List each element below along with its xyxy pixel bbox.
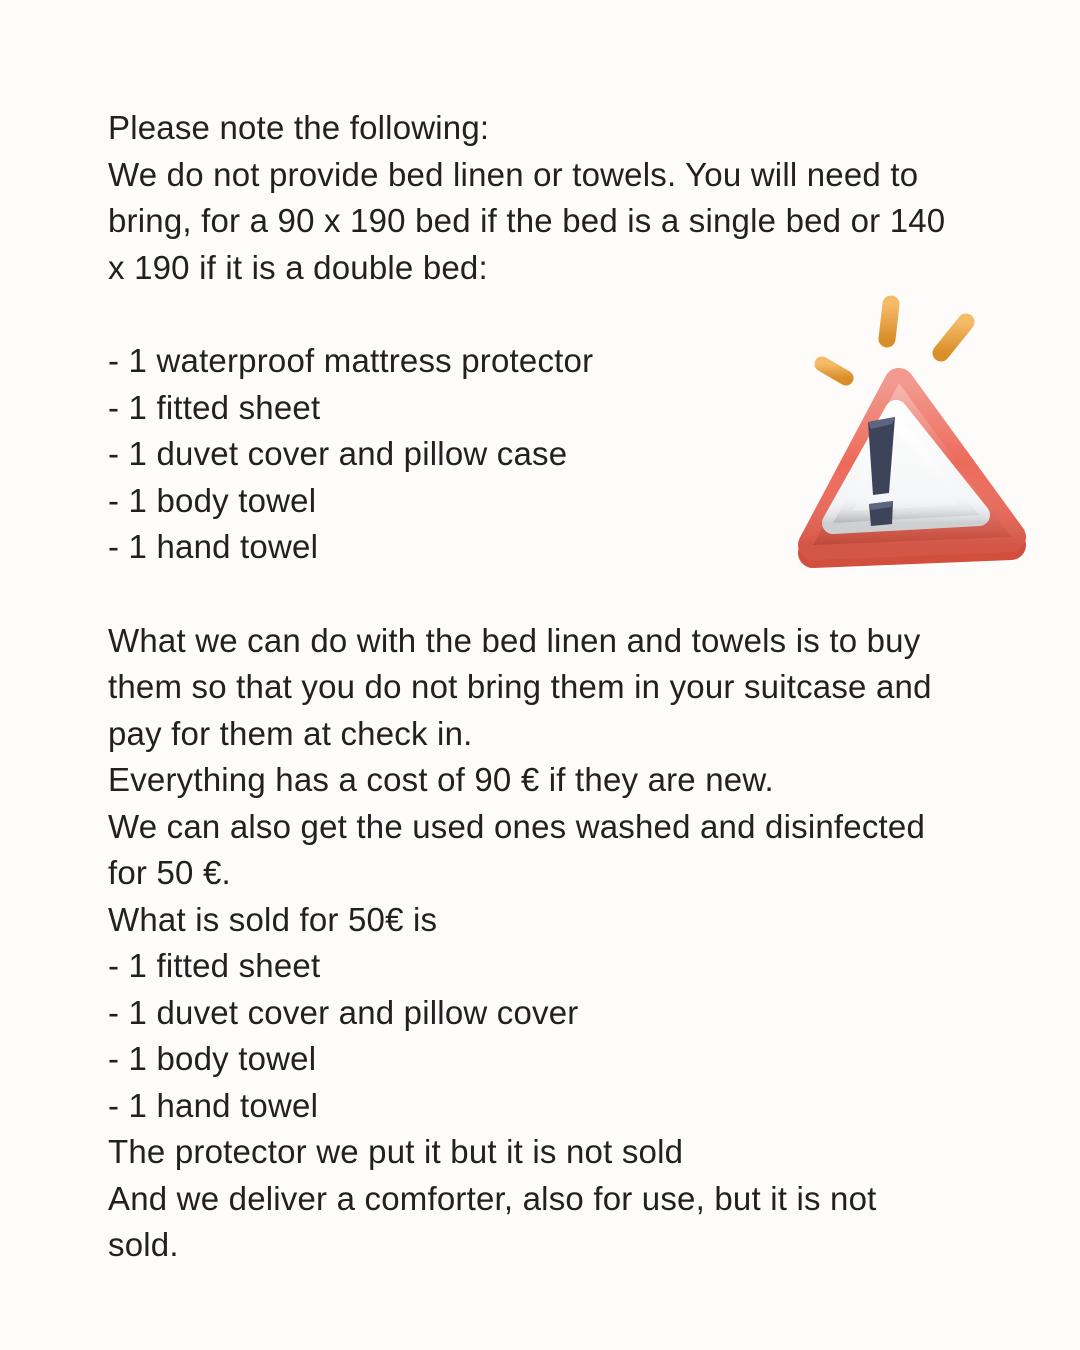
text-line: - 1 fitted sheet bbox=[108, 947, 321, 984]
ray-top-shade bbox=[887, 304, 891, 339]
text-line: - 1 waterproof mattress protector bbox=[108, 342, 594, 379]
text-line: The protector we put it but it is not sold bbox=[108, 1133, 684, 1170]
text-line: - 1 duvet cover and pillow case bbox=[108, 435, 568, 472]
warning-triangle-icon bbox=[785, 283, 1035, 583]
text-line: bring, for a 90 x 190 bed if the bed is a single bed or 140 bbox=[108, 202, 946, 239]
text-line: - 1 hand towel bbox=[108, 1086, 319, 1124]
text-line: And we deliver a comforter, also for use, but it is not bbox=[108, 1179, 877, 1217]
ray-right-shade bbox=[941, 322, 966, 353]
ray-left-shade bbox=[822, 364, 846, 378]
text-line: Please note the following: bbox=[108, 109, 490, 146]
text-line: sold. bbox=[108, 1226, 179, 1263]
text-line: - 1 fitted sheet bbox=[108, 388, 321, 426]
text-line: - 1 hand towel bbox=[108, 528, 319, 565]
text-line: We can also get the used ones washed and disinfected bbox=[108, 807, 925, 845]
text-line: x 190 if it is a double bed: bbox=[108, 248, 488, 286]
notice-text bbox=[108, 105, 968, 1269]
text-line: them so that you do not bring them in your suitcase and bbox=[108, 668, 932, 705]
text-line: - 1 body towel bbox=[108, 1040, 317, 1077]
text-line: - 1 duvet cover and pillow cover bbox=[108, 993, 579, 1031]
text-line: What is sold for 50€ is bbox=[108, 900, 438, 938]
intro-paragraph bbox=[108, 105, 968, 291]
text-line: pay for them at check in. bbox=[108, 714, 473, 752]
details-paragraph bbox=[108, 618, 968, 1269]
text-line: What we can do with the bed linen and towels is to buy bbox=[108, 621, 921, 659]
alert-rays-icon bbox=[822, 304, 966, 378]
text-line: We do not provide bed linen or towels. You will need to bbox=[108, 155, 919, 193]
text-line: Everything has a cost of 90 € if they are new. bbox=[108, 761, 774, 798]
text-line: - 1 body towel bbox=[108, 481, 317, 519]
text-line: for 50 €. bbox=[108, 854, 231, 891]
